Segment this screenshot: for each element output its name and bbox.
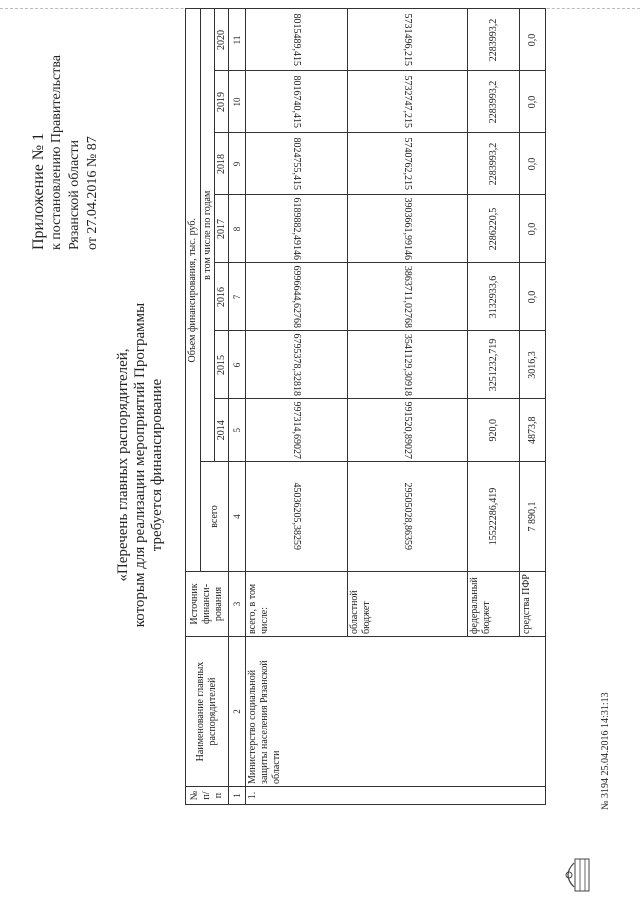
column-number: 4	[229, 462, 246, 572]
total-cell	[348, 462, 468, 572]
column-number: 9	[229, 133, 246, 195]
year-value: 997314,69027	[291, 401, 302, 459]
header-year: 2014	[215, 399, 229, 462]
year-value: 8024755,415	[291, 137, 302, 191]
header-year: 2016	[215, 263, 229, 331]
year-value: 2286220,5	[468, 195, 520, 263]
value-cell	[348, 71, 468, 133]
government-stamp-icon	[560, 855, 594, 895]
value-cell	[348, 195, 468, 263]
registration-note: № 3194 25.04.2016 14:31:13	[600, 692, 611, 810]
year-value: 2283993,2	[468, 9, 520, 71]
appendix-date: от 27.04.2016 № 87	[85, 136, 100, 250]
table-row	[246, 9, 348, 805]
column-number: 6	[229, 331, 246, 399]
value-cell	[348, 263, 468, 331]
year-value: 0,0	[520, 263, 546, 331]
row-name: Министерство социальной защиты населения Рязанской области	[246, 637, 546, 787]
financing-table	[185, 9, 546, 806]
column-number: 2	[229, 637, 246, 787]
appendix-block	[30, 10, 102, 250]
year-value: 3541129,30918	[402, 333, 413, 397]
year-value: 3251232,719	[468, 331, 520, 399]
header-volume: Объем финансирования, тыс. руб.	[186, 9, 201, 572]
column-number: 10	[229, 71, 246, 133]
total-value: 45036205,38259	[291, 482, 302, 551]
appendix-line-2: к постановлению Правительства	[49, 54, 64, 250]
header-year: 2020	[215, 9, 229, 71]
year-value: 3903661,99146	[402, 197, 413, 261]
year-value: 991520,89027	[402, 401, 413, 459]
year-value: 6189882,49146	[291, 197, 302, 261]
column-number: 1	[229, 787, 246, 805]
header-total: всего	[201, 462, 229, 572]
header-year: 2015	[215, 331, 229, 399]
year-value: 3132933,6	[468, 263, 520, 331]
total-cell	[246, 462, 348, 572]
source-cell: областной бюджет	[348, 572, 468, 637]
value-cell	[246, 195, 348, 263]
source-cell: средства ПФР	[520, 572, 546, 637]
column-number: 11	[229, 9, 246, 71]
header-no: № п/п	[186, 787, 229, 805]
year-value: 3016,3	[520, 331, 546, 399]
source-cell: федеральный бюджет	[468, 572, 520, 637]
heading-line-3: требуется финансирование	[149, 378, 165, 552]
year-value: 8015489,415	[291, 13, 302, 67]
header-year: 2018	[215, 133, 229, 195]
year-value: 2283993,2	[468, 71, 520, 133]
total-value: 15522286,419	[468, 462, 520, 572]
year-value: 5732747,215	[402, 75, 413, 129]
header-name: Наименование главных распорядителей	[186, 637, 229, 787]
year-value: 0,0	[520, 133, 546, 195]
year-value: 920,0	[468, 399, 520, 462]
value-cell	[246, 133, 348, 195]
value-cell	[246, 71, 348, 133]
header-by-year: в том числе по годам	[201, 9, 215, 462]
value-cell	[246, 263, 348, 331]
year-value: 5740762,215	[402, 137, 413, 191]
value-cell	[348, 9, 468, 71]
year-value: 5731496,215	[402, 13, 413, 67]
value-cell	[348, 399, 468, 462]
appendix-line-3: Рязанской области	[67, 139, 82, 250]
heading-line-1: «Перечень главных распорядителей,	[115, 348, 131, 582]
row-number: 1.	[246, 787, 546, 805]
total-value: 7 890,1	[520, 462, 546, 572]
year-value: 0,0	[520, 195, 546, 263]
value-cell	[348, 133, 468, 195]
year-value: 0,0	[520, 71, 546, 133]
heading-line-2: которым для реализации мероприятий Программы	[132, 302, 148, 628]
year-value: 4873,8	[520, 399, 546, 462]
year-value: 6795378,32818	[291, 333, 302, 397]
value-cell	[348, 331, 468, 399]
total-value: 29505028,86359	[402, 482, 413, 551]
year-value: 6996644,62768	[291, 265, 302, 329]
header-source: Источник финанси-рования	[186, 572, 229, 637]
document-heading	[115, 225, 166, 705]
year-value: 0,0	[520, 9, 546, 71]
column-number: 7	[229, 263, 246, 331]
year-value: 8016740,415	[291, 75, 302, 129]
column-number: 3	[229, 572, 246, 637]
column-number: 8	[229, 195, 246, 263]
header-year: 2017	[215, 195, 229, 263]
column-number: 5	[229, 399, 246, 462]
year-value: 3863711,02768	[402, 265, 413, 329]
value-cell	[246, 399, 348, 462]
appendix-number: Приложение № 1	[30, 132, 47, 250]
header-year: 2019	[215, 71, 229, 133]
source-cell: всего, в том числе:	[246, 572, 348, 637]
value-cell	[246, 9, 348, 71]
year-value: 2283993,2	[468, 133, 520, 195]
value-cell	[246, 331, 348, 399]
